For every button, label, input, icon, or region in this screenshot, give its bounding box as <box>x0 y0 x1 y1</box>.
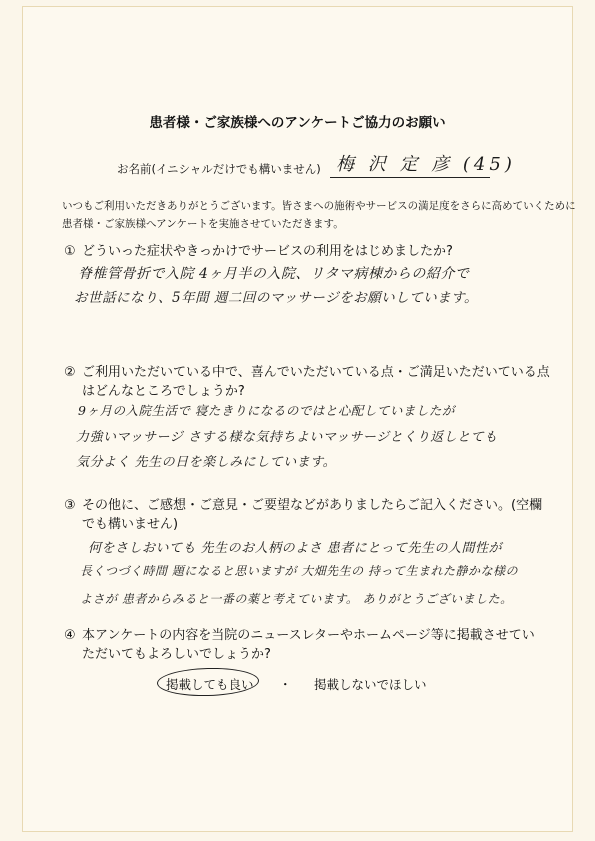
option-separator: ・ <box>279 677 292 692</box>
question-text: ただいてもよろしいでしょうか? <box>82 647 271 662</box>
answer-1-line-2: お世話になり、5年間 週二回のマッサージをお願いしています。 <box>74 290 478 306</box>
intro-line-2: 患者様・ご家族様へアンケートを実施させていただきます。 <box>62 218 344 230</box>
question-text: でも構いません) <box>82 517 179 532</box>
question-1 <box>64 242 453 261</box>
question-number: ④ <box>64 628 76 643</box>
answer-3-line-2: 長くつづく時間 題になると思いますが 大畑先生の 持って生まれた静かな様の <box>80 564 518 578</box>
answer-2-line-3: 気分よく 先生の日を楽しみにしています。 <box>76 455 337 470</box>
option-agree[interactable]: 掲載しても良い <box>166 677 254 692</box>
question-3 <box>64 496 542 534</box>
handwritten-name: 梅 沢 定 彦 (45) <box>336 154 516 175</box>
intro-line-1: いつもご利用いただきありがとうございます。皆さまへの施術やサービスの満足度をさらに高めていくために <box>62 200 576 212</box>
answer-3-line-3: よさが 患者からみると一番の薬と考えています。 ありがとうございました。 <box>80 592 513 606</box>
answer-2-line-1: 9ヶ月の入院生活で 寝たきりになるのではと心配していましたが <box>78 403 455 418</box>
answer-3-line-1: 何をさしおいても 先生のお人柄のよさ 患者にとって先生の人間性が <box>88 541 503 556</box>
question-number: ③ <box>64 498 76 513</box>
question-text: はどんなところでしょうか? <box>82 384 245 399</box>
page-title: 患者様・ご家族様へのアンケートご協力のお願い <box>149 115 446 131</box>
question-text: どういった症状やきっかけでサービスの利用をはじめましたか? <box>82 244 453 259</box>
question-text: ご利用いただいている中で、喜んでいただいている点・ご満足いただいている点 <box>82 365 550 380</box>
name-underline <box>330 177 490 178</box>
question-number: ① <box>64 244 76 259</box>
option-disagree[interactable]: 掲載しないでほしい <box>314 677 427 692</box>
question-text: その他に、ご感想・ご意見・ご要望などがありましたらご記入ください。(空欄 <box>82 498 543 513</box>
question-2 <box>64 363 550 401</box>
question-number: ② <box>64 365 76 380</box>
answer-2-line-2: 力強いマッサージ さする様な気持ちよいマッサージとくり返しとても <box>76 430 498 445</box>
question-4 <box>64 626 535 664</box>
name-field-label: お名前(イニシャルだけでも構いません) <box>117 162 321 176</box>
answer-1-line-1: 脊椎管骨折で入院 4ヶ月半の入院、リタマ病棟からの紹介で <box>78 266 470 282</box>
question-text: 本アンケートの内容を当院のニュースレターやホームページ等に掲載させてい <box>82 628 535 643</box>
